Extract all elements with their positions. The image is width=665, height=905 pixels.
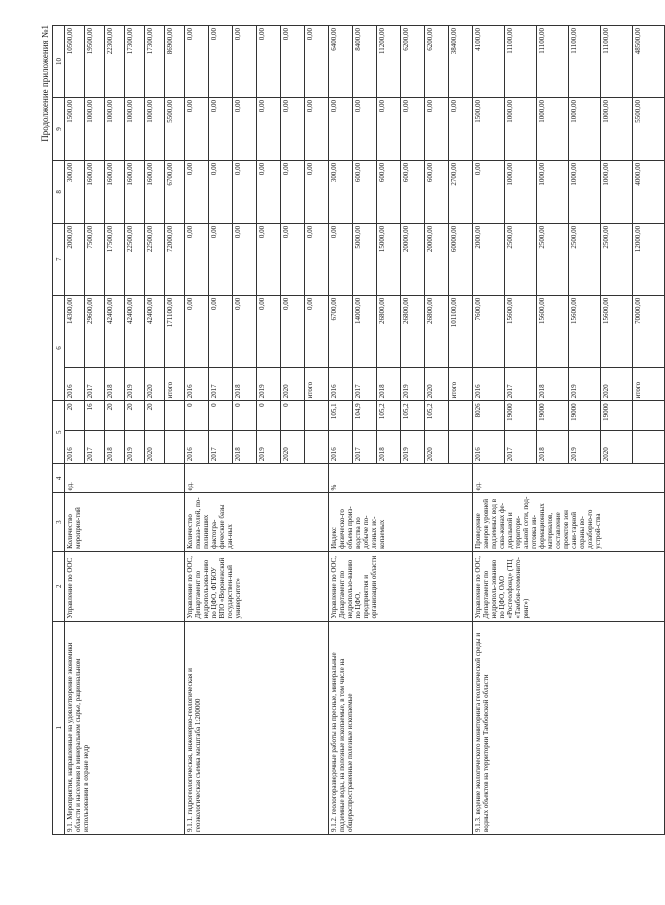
finance-value: 0,00 [377, 97, 401, 160]
finance-value: 0,00 [233, 160, 257, 223]
finance-total: 42400,00 [145, 295, 165, 367]
finance-year: 2016 [185, 367, 209, 401]
target-value: 0 [233, 401, 257, 430]
finance-value: 0,00 [257, 160, 281, 223]
target-value: 8026 [473, 401, 505, 430]
target-year: 2020 [281, 430, 305, 464]
target-value: 0 [185, 401, 209, 430]
finance-value: 300,00 [329, 160, 353, 223]
finance-year: 2018 [105, 367, 125, 401]
finance-value: 38400,00 [449, 26, 473, 98]
finance-value: 7500,00 [85, 223, 105, 295]
target-value: 105,2 [377, 401, 401, 430]
finance-value: 72000,00 [165, 223, 185, 295]
target-year: 2018 [105, 430, 125, 464]
target-value: 19000 [569, 401, 601, 430]
finance-year: 2018 [537, 367, 569, 401]
finance-value: 17300,00 [145, 26, 165, 98]
target-year: 2019 [401, 430, 425, 464]
target-value: 19000 [505, 401, 537, 430]
activity-name: 9.1.1. гидрогеологическая, инженерно-геологическая и геоэкологическая съемка масштаба 1:200000 [185, 621, 329, 834]
appendix-note: Продолжение приложения №1 [40, 25, 50, 142]
finance-total: 14000,00 [353, 295, 377, 367]
header-cell: 4 [53, 464, 65, 493]
finance-year: 2020 [145, 367, 165, 401]
finance-value: 2000,00 [65, 223, 85, 295]
finance-value: 0,00 [329, 97, 353, 160]
finance-value: 0,00 [305, 26, 329, 98]
finance-value: 8400,00 [353, 26, 377, 98]
finance-year: 2019 [257, 367, 281, 401]
finance-value: 1500,00 [473, 97, 505, 160]
activity-name: 9.1.3. ведение экологического мониторинга геологической среды и водных объектов на территории Тамбовской области [473, 621, 665, 834]
finance-value: 20000,00 [425, 223, 449, 295]
target-year: 2016 [473, 430, 505, 464]
finance-value: 2700,00 [449, 160, 473, 223]
finance-value: 0,00 [185, 26, 209, 98]
finance-value: 0,00 [209, 26, 233, 98]
finance-total: 0,00 [209, 295, 233, 367]
finance-year: 2018 [233, 367, 257, 401]
header-cell: 8 [53, 160, 65, 223]
target-value: 0 [209, 401, 233, 430]
rotated-table-sheet [40, 25, 642, 835]
finance-total: 14300,00 [65, 295, 85, 367]
finance-value: 600,00 [425, 160, 449, 223]
finance-value: 0,00 [233, 26, 257, 98]
table-row [185, 26, 209, 835]
finance-value: 0,00 [329, 223, 353, 295]
target-value: 0 [281, 401, 305, 430]
target-value: 19000 [601, 401, 633, 430]
finance-year: 2020 [281, 367, 305, 401]
unit: ед. [473, 464, 665, 493]
finance-year: 2016 [473, 367, 505, 401]
finance-value: 6700,00 [165, 160, 185, 223]
finance-value: 4100,00 [473, 26, 505, 98]
finance-value: 0,00 [305, 160, 329, 223]
header-cell: 2 [53, 551, 65, 621]
target-value: 20 [105, 401, 125, 430]
target-year: 2017 [505, 430, 537, 464]
indicator-name: Проведение замеров уровней подземных вод в сква-жинах фе-деральной и территори-альной сети, под-готовка ин-формационных материалов, составление проектов зон сани-тарной охраны во-дозаборно-го устрой-ства [473, 493, 665, 551]
finance-year: 2017 [505, 367, 537, 401]
table-row [329, 26, 353, 835]
finance-value: 12000,00 [633, 223, 665, 295]
finance-year: 2017 [353, 367, 377, 401]
total-label: итого [633, 367, 665, 401]
target-year: 2017 [353, 430, 377, 464]
table-header [53, 26, 65, 835]
total-spacer [633, 401, 665, 430]
finance-value: 600,00 [377, 160, 401, 223]
finance-total: 0,00 [305, 295, 329, 367]
finance-value: 0,00 [209, 97, 233, 160]
target-value: 20 [65, 401, 85, 430]
finance-value: 11200,00 [377, 26, 401, 98]
finance-value: 86900,00 [165, 26, 185, 98]
finance-year: 2020 [425, 367, 449, 401]
executor: Управление по ООС [65, 551, 185, 621]
finance-total: 29600,00 [85, 295, 105, 367]
finance-value: 10500,00 [65, 26, 85, 98]
finance-value: 4000,00 [633, 160, 665, 223]
target-value: 105,1 [329, 401, 353, 430]
finance-value: 11100,00 [569, 26, 601, 98]
finance-year: 2016 [65, 367, 85, 401]
activity-name: 9.1.2. геологоразведочные работы на пресные, минеральные подземные воды, на полезные ископаемые, в том числе на общераспространенные полезные ископаемые [329, 621, 473, 834]
table-row [473, 26, 505, 835]
finance-value: 11100,00 [505, 26, 537, 98]
header-cell: 5 [53, 401, 65, 464]
finance-year: 2019 [569, 367, 601, 401]
indicator-name: Количество мероприя-тий [65, 493, 185, 551]
total-spacer [633, 430, 665, 464]
finance-value: 1600,00 [105, 160, 125, 223]
finance-value: 1600,00 [145, 160, 165, 223]
unit: % [329, 464, 473, 493]
executor: Управление по ООС, Департамент по недрополь-зованию по ЦФО, ОАО «Росгеолфонд» (ТЦ «Тамбов-геомонито-ринг») [473, 551, 665, 621]
finance-value: 15000,00 [377, 223, 401, 295]
finance-value: 1500,00 [65, 97, 85, 160]
finance-value: 2500,00 [601, 223, 633, 295]
finance-total: 101100,00 [449, 295, 473, 367]
finance-value: 2000,00 [473, 223, 505, 295]
indicator-name: Индекс физическо-го объема произ-водства по добыче по-лезных ис-копаемых [329, 493, 473, 551]
total-spacer [305, 401, 329, 430]
target-year: 2017 [209, 430, 233, 464]
finance-value: 0,00 [257, 26, 281, 98]
finance-value: 19500,00 [85, 26, 105, 98]
finance-year: 2017 [209, 367, 233, 401]
finance-year: 2016 [329, 367, 353, 401]
finance-value: 0,00 [281, 26, 305, 98]
total-spacer [165, 430, 185, 464]
finance-value: 1000,00 [145, 97, 165, 160]
finance-value: 2500,00 [569, 223, 601, 295]
finance-value: 6200,00 [401, 26, 425, 98]
target-year: 2017 [85, 430, 105, 464]
finance-total: 70000,00 [633, 295, 665, 367]
finance-total: 0,00 [185, 295, 209, 367]
finance-value: 300,00 [65, 160, 85, 223]
finance-value: 17500,00 [105, 223, 125, 295]
finance-total: 15600,00 [537, 295, 569, 367]
target-value: 19000 [537, 401, 569, 430]
finance-value: 6200,00 [425, 26, 449, 98]
total-label: итого [305, 367, 329, 401]
indicator-name: Количество показа-телей, по-полнивших фактогра-фические базы дан-ных [185, 493, 329, 551]
target-value: 20 [125, 401, 145, 430]
finance-value: 22300,00 [105, 26, 125, 98]
finance-total: 171100,00 [165, 295, 185, 367]
finance-value: 0,00 [233, 97, 257, 160]
executor: Управление по ООС, Департамент по недропользо-ванию по ЦФО, предприятия и организации области [329, 551, 473, 621]
total-spacer [449, 430, 473, 464]
header-cell: 9 [53, 97, 65, 160]
target-value: 105,2 [425, 401, 449, 430]
finance-value: 0,00 [257, 223, 281, 295]
finance-total: 0,00 [233, 295, 257, 367]
finance-value: 1000,00 [601, 97, 633, 160]
finance-value: 5500,00 [165, 97, 185, 160]
target-value: 20 [145, 401, 165, 430]
finance-total: 15600,00 [505, 295, 537, 367]
header-cell: 7 [53, 223, 65, 295]
finance-total: 26800,00 [425, 295, 449, 367]
finance-total: 0,00 [281, 295, 305, 367]
target-year: 2018 [537, 430, 569, 464]
total-spacer [305, 430, 329, 464]
target-value: 0 [257, 401, 281, 430]
target-value: 105,2 [401, 401, 425, 430]
unit: ед. [65, 464, 185, 493]
finance-total: 7600,00 [473, 295, 505, 367]
finance-value: 0,00 [233, 223, 257, 295]
finance-total: 26800,00 [401, 295, 425, 367]
target-year: 2020 [425, 430, 449, 464]
finance-value: 1000,00 [537, 160, 569, 223]
finance-value: 0,00 [473, 160, 505, 223]
finance-value: 0,00 [425, 97, 449, 160]
target-year: 2016 [329, 430, 353, 464]
finance-total: 15600,00 [601, 295, 633, 367]
finance-value: 600,00 [353, 160, 377, 223]
finance-value: 60000,00 [449, 223, 473, 295]
finance-value: 11100,00 [601, 26, 633, 98]
target-value: 104,9 [353, 401, 377, 430]
finance-value: 0,00 [281, 223, 305, 295]
unit: ед. [185, 464, 329, 493]
program-table [52, 25, 665, 835]
finance-value: 0,00 [305, 223, 329, 295]
total-spacer [165, 401, 185, 430]
finance-value: 20000,00 [401, 223, 425, 295]
finance-value: 1000,00 [537, 97, 569, 160]
header-cell: 3 [53, 493, 65, 551]
finance-value: 600,00 [401, 160, 425, 223]
finance-total: 0,00 [257, 295, 281, 367]
table-body [65, 26, 665, 835]
finance-year: 2017 [85, 367, 105, 401]
target-year: 2018 [233, 430, 257, 464]
header-cell: 10 [53, 26, 65, 98]
target-year: 2019 [257, 430, 281, 464]
finance-year: 2020 [601, 367, 633, 401]
finance-value: 0,00 [281, 97, 305, 160]
finance-value: 1600,00 [85, 160, 105, 223]
finance-value: 0,00 [209, 160, 233, 223]
finance-value: 0,00 [449, 97, 473, 160]
target-value: 16 [85, 401, 105, 430]
total-spacer [449, 401, 473, 430]
finance-value: 0,00 [209, 223, 233, 295]
finance-total: 6700,00 [329, 295, 353, 367]
finance-value: 22500,00 [125, 223, 145, 295]
finance-value: 1600,00 [125, 160, 145, 223]
target-year: 2019 [125, 430, 145, 464]
total-label: итого [165, 367, 185, 401]
finance-value: 1000,00 [105, 97, 125, 160]
finance-value: 2500,00 [505, 223, 537, 295]
finance-value: 1000,00 [569, 97, 601, 160]
finance-value: 1000,00 [505, 160, 537, 223]
finance-value: 48500,00 [633, 26, 665, 98]
finance-value: 0,00 [401, 97, 425, 160]
executor: Управление по ООС, Департамент по недропользова-нию по ЦФО, ФГБОУ ВПО «Воронежский государствен-ный университет» [185, 551, 329, 621]
finance-value: 1000,00 [505, 97, 537, 160]
target-year: 2016 [65, 430, 85, 464]
activity-name: 9.1. Мероприятия, направленные на удовлетворение экономики области и населения в минеральном сырье, рациональном использовании в охране недр [65, 621, 185, 834]
finance-year: 2018 [377, 367, 401, 401]
header-cell: 6 [53, 295, 65, 401]
finance-value: 2500,00 [537, 223, 569, 295]
finance-total: 26800,00 [377, 295, 401, 367]
finance-value: 0,00 [185, 223, 209, 295]
finance-total: 15600,00 [569, 295, 601, 367]
total-label: итого [449, 367, 473, 401]
finance-value: 22500,00 [145, 223, 165, 295]
target-year: 2016 [185, 430, 209, 464]
finance-value: 6400,00 [329, 26, 353, 98]
finance-value: 1000,00 [601, 160, 633, 223]
finance-total: 42400,00 [105, 295, 125, 367]
target-year: 2020 [601, 430, 633, 464]
finance-value: 11100,00 [537, 26, 569, 98]
table-row [65, 26, 85, 835]
finance-value: 0,00 [353, 97, 377, 160]
target-year: 2018 [377, 430, 401, 464]
header-cell: 1 [53, 621, 65, 834]
finance-value: 0,00 [281, 160, 305, 223]
finance-value: 5500,00 [633, 97, 665, 160]
finance-value: 17300,00 [125, 26, 145, 98]
finance-total: 42400,00 [125, 295, 145, 367]
finance-value: 1000,00 [85, 97, 105, 160]
finance-value: 5000,00 [353, 223, 377, 295]
finance-value: 0,00 [257, 97, 281, 160]
finance-year: 2019 [125, 367, 145, 401]
finance-value: 1000,00 [125, 97, 145, 160]
finance-value: 1000,00 [569, 160, 601, 223]
finance-value: 0,00 [305, 97, 329, 160]
finance-year: 2019 [401, 367, 425, 401]
finance-value: 0,00 [185, 97, 209, 160]
target-year: 2020 [145, 430, 165, 464]
finance-value: 0,00 [185, 160, 209, 223]
target-year: 2019 [569, 430, 601, 464]
